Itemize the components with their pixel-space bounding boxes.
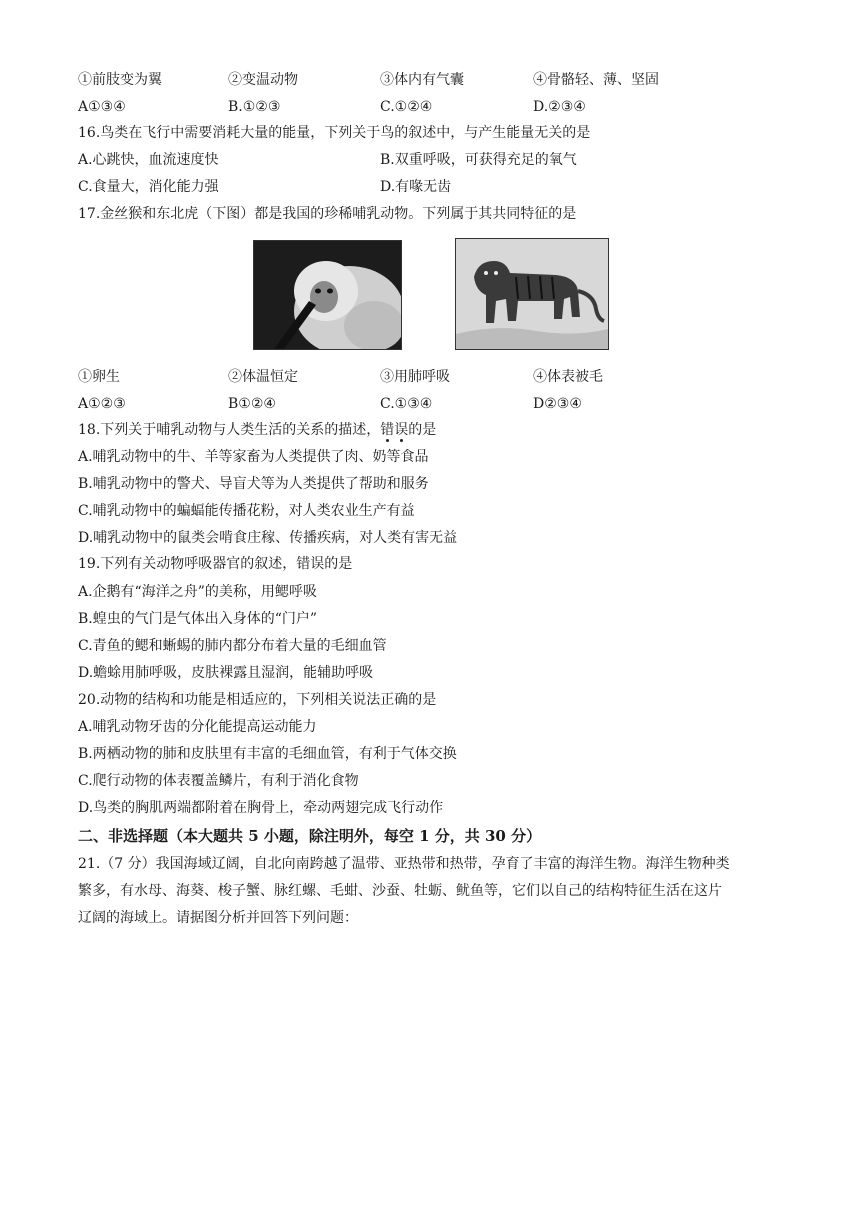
- q16-option-d: D.有喙无齿: [380, 179, 452, 195]
- q21-line-1: 21.（7 分）我国海域辽阔，自北向南跨越了温带、亚热带和热带，孕育了丰富的海洋生物。海洋生物种类: [78, 856, 730, 872]
- q18-stem-pre: 18.下列关于哺乳动物与人类生活的关系的描述，: [78, 422, 381, 438]
- q15-option-1: ①前肢变为翼: [78, 72, 162, 88]
- q17-option-3: ③用肺呼吸: [380, 369, 450, 385]
- q16-stem: 16.鸟类在飞行中需要消耗大量的能量，下列关于鸟的叙述中，与产生能量无关的是: [78, 125, 591, 141]
- q17-answer-c: C.①③④: [380, 396, 433, 412]
- q19-option-d: D.蟾蜍用肺呼吸，皮肤裸露且湿润，能辅助呼吸: [78, 665, 374, 681]
- q15-answers-row: [78, 97, 778, 117]
- q17-answer-a: A①②③: [78, 396, 126, 412]
- q16-options-row-1: [78, 150, 778, 170]
- q15-answer-b: B.①②③: [228, 99, 281, 115]
- q17-answers-row: [78, 394, 778, 414]
- q18-option-a: A.哺乳动物中的牛、羊等家畜为人类提供了肉、奶等食品: [78, 449, 429, 465]
- q15-option-3: ③体内有气囊: [380, 72, 464, 88]
- q19-option-c: C.青鱼的鳃和蜥蜴的肺内都分布着大量的毛细血管: [78, 638, 387, 654]
- q15-options-row: [78, 70, 778, 90]
- q19-option-b: B.蝗虫的气门是气体出入身体的“门户”: [78, 611, 318, 627]
- q18-option-b: B.哺乳动物中的警犬、导盲犬等为人类提供了帮助和服务: [78, 476, 429, 492]
- q20-option-c: C.爬行动物的体表覆盖鳞片，有利于消化食物: [78, 773, 359, 789]
- q21-line-2: 繁多，有水母、海葵、梭子蟹、脉红螺、毛蚶、沙蚕、牡蛎、鱿鱼等，它们以自己的结构特征生活在这片: [78, 883, 722, 899]
- q20-stem: 20.动物的结构和功能是相适应的，下列相关说法正确的是: [78, 692, 437, 708]
- q15-answer-d: D.②③④: [533, 99, 586, 115]
- q18-stem-post: 的是: [408, 422, 437, 438]
- q16-options-row-2: [78, 177, 778, 197]
- q21-line-3: 辽阔的海域上。请据图分析并回答下列问题：: [78, 910, 358, 926]
- q16-option-a: A.心跳快，血流速度快: [78, 152, 219, 168]
- q18-emphasis-1: 错: [380, 422, 395, 438]
- q20-option-d: D.鸟类的胸肌两端都附着在胸骨上，牵动两翅完成飞行动作: [78, 800, 444, 816]
- q20-option-b: B.两栖动物的肺和皮肤里有丰富的毛细血管，有利于气体交换: [78, 746, 457, 762]
- q15-answer-a: A①③④: [78, 99, 126, 115]
- q16-option-c: C.食量大，消化能力强: [78, 179, 219, 195]
- q18-stem: [78, 420, 436, 440]
- q16-option-b: B.双重呼吸，可获得充足的氧气: [380, 152, 577, 168]
- q19-option-a: A.企鹅有“海洋之舟”的美称，用鳃呼吸: [78, 584, 317, 600]
- q17-answer-d: D②③④: [533, 396, 582, 412]
- q17-option-2: ②体温恒定: [228, 369, 298, 385]
- q17-answer-b: B①②④: [228, 396, 276, 412]
- q15-option-2: ②变温动物: [228, 72, 298, 88]
- q18-option-c: C.哺乳动物中的蝙蝠能传播花粉，对人类农业生产有益: [78, 503, 415, 519]
- siberian-tiger-photo: [455, 238, 609, 350]
- q19-stem: 19.下列有关动物呼吸器官的叙述，错误的是: [78, 556, 353, 572]
- q17-options-row: [78, 367, 778, 387]
- q17-option-4: ④体表被毛: [533, 369, 603, 385]
- q18-emphasis-2: 误: [394, 422, 409, 438]
- q18-option-d: D.哺乳动物中的鼠类会啃食庄稼、传播疾病，对人类有害无益: [78, 530, 458, 546]
- q17-stem: 17.金丝猴和东北虎（下图）都是我国的珍稀哺乳动物。下列属于其共同特征的是: [78, 206, 577, 222]
- q17-option-1: ①卵生: [78, 369, 120, 385]
- q15-option-4: ④骨骼轻、薄、坚固: [533, 72, 659, 88]
- section-heading: 二、非选择题（本大题共 5 小题，除注明外，每空 1 分，共 30 分）: [78, 827, 542, 845]
- golden-monkey-photo: [253, 240, 402, 350]
- q15-answer-c: C.①②④: [380, 99, 433, 115]
- q20-option-a: A.哺乳动物牙齿的分化能提高运动能力: [78, 719, 317, 735]
